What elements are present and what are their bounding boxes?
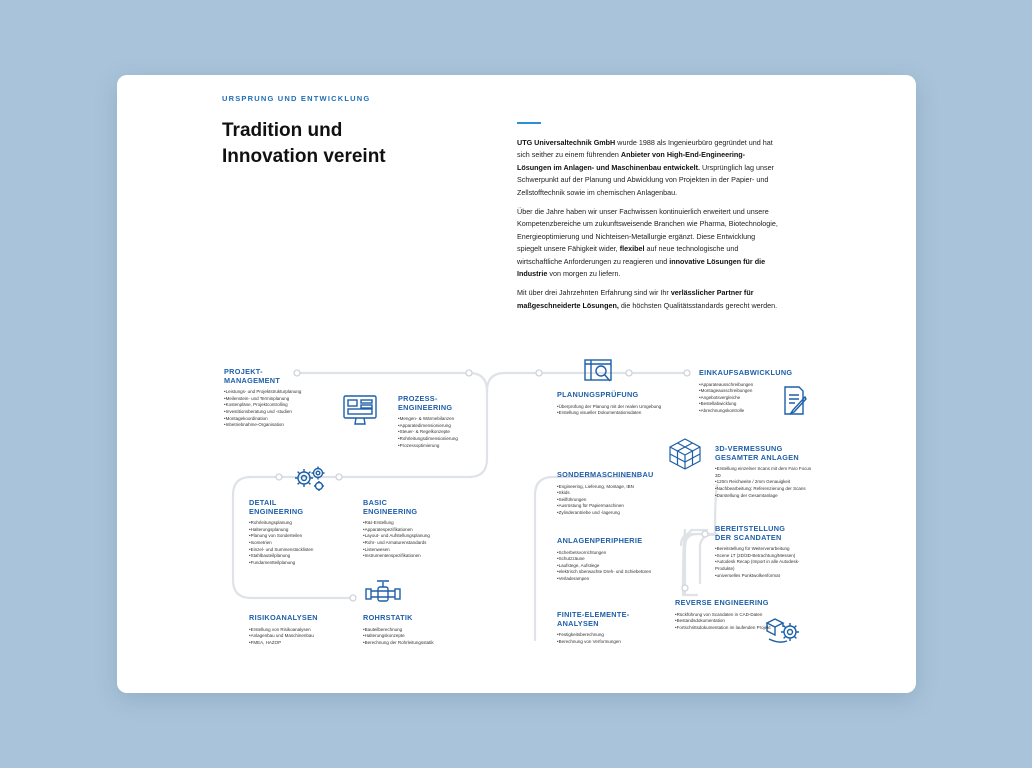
- service-title: ANLAGENPERIPHERIE: [557, 536, 643, 545]
- service-list-item: • Verladerampen: [557, 576, 667, 583]
- service-title: SONDERMASCHINENBAU: [557, 470, 654, 479]
- service-title: 3D-VERMESSUNG GESAMTER ANLAGEN: [715, 444, 799, 462]
- service-list-item: • Montagekoordination: [224, 416, 334, 423]
- service-list-item: • Scherbetsvorrichtungen: [557, 550, 667, 557]
- service-list-item: • Kostenpläne, Projektcontrolling: [224, 402, 334, 409]
- service-list-item: • Fortschrittsdokumentation im laufenden Projekt: [675, 625, 775, 632]
- service-list-item: • Inbetriebnahme-Organisation: [224, 422, 334, 429]
- service-risikoanalysen: [249, 614, 349, 646]
- service-list-item: • Montageausschreibungen: [699, 388, 799, 395]
- service-planungspruefung: [557, 391, 667, 417]
- service-sondermaschinenbau: [557, 471, 669, 517]
- service-list: [557, 632, 667, 645]
- pipe-valve-icon: [365, 578, 401, 604]
- intro-paragraph-3: Mit über drei Jahrzehnten Erfahrung sind wir Ihr verlässlicher Partner für maßgeschneiderte Lösungen, die höchsten Qualitätsstandards gerecht werden.: [517, 288, 778, 310]
- service-title: FINITE-ELEMENTE- ANALYSEN: [557, 610, 630, 628]
- service-anlagenperipherie: [557, 537, 667, 583]
- intro-paragraph-1: UTG Universaltechnik GmbH wurde 1988 als Ingenieurbüro gegründet und hat sich seither zu einem führenden Anbieter von High-End-Engineering-Lösungen im Anlagen- und Maschinenbau entwickelt. Ursprünglich lag unser Schwerpunkt auf der Planung und Abwicklung von Projekten in der Papier- und Zellstofftechnik sowie im chemischen Anlagenbau.: [517, 138, 774, 197]
- service-list-item: • Ausrüstung für Papiermaschinen: [557, 503, 669, 510]
- title-line-2: Innovation vereint: [222, 146, 386, 167]
- service-list-item: • Rückführung von Scandaten in CAD-Daten: [675, 612, 775, 619]
- service-list-item: • Festigkeitsberechnung: [557, 632, 667, 639]
- service-list-item: • Darstellung der Gesamtanlage: [715, 493, 815, 500]
- service-reverse-engineering: [675, 599, 775, 631]
- content-card: [117, 75, 916, 693]
- service-list-item: • Meilenstein- und Terminplanung: [224, 396, 334, 403]
- service-list-item: • Isometrien: [249, 540, 349, 547]
- service-list-item: • Rohrleitungsplanung: [249, 520, 349, 527]
- service-projektmanagement: [224, 368, 334, 429]
- service-list-item: • Schutzzäune: [557, 556, 667, 563]
- service-title: RISIKOANALYSEN: [249, 613, 318, 622]
- service-list-item: • Angebotsvergleiche: [699, 395, 799, 402]
- service-list-item: • Fundamentteilplanung: [249, 560, 349, 567]
- service-list-item: • Einzel- und Summenstücklisten: [249, 547, 349, 554]
- service-list: [363, 627, 473, 647]
- service-list-item: • Scene LT (2D/3D-Betrachtung/Messen): [715, 553, 815, 560]
- service-title: PROZESS- ENGINEERING: [398, 394, 453, 412]
- service-3d-vermessung: [715, 445, 815, 499]
- service-list-item: • Berechnung von Verformungen: [557, 639, 667, 646]
- service-list-item: • Seilführungen: [557, 497, 669, 504]
- service-list: [249, 627, 349, 647]
- eyebrow-label: URSPRUNG UND ENTWICKLUNG: [222, 94, 371, 103]
- service-einkaufsabwicklung: [699, 369, 799, 415]
- service-list-item: • Laufstege, Aufstiege: [557, 563, 667, 570]
- title-line-1: Tradition und: [222, 120, 343, 141]
- service-list-item: • Layout- und Aufstellungsplanung: [363, 533, 473, 540]
- service-detailengineering: [249, 499, 349, 566]
- service-list: [557, 404, 667, 417]
- service-title: ROHRSTATIK: [363, 613, 413, 622]
- service-list-item: • Erstellung von Risikoanalysen: [249, 627, 349, 634]
- service-list: [699, 382, 799, 415]
- service-list-item: • Berechnung der Rohrleitungsstatik: [363, 640, 473, 647]
- service-list-item: • R&I-Erstellung: [363, 520, 473, 527]
- service-list-item: • Apparatedimensionierung: [398, 423, 488, 430]
- service-list-item: • FMEA, HAZOP: [249, 640, 349, 647]
- service-list: [249, 520, 349, 566]
- service-list-item: • Autodesk Recap (Import in alle Autodesk-Produkte): [715, 559, 815, 572]
- intro-paragraph-2: Über die Jahre haben wir unser Fachwissen kontinuierlich erweitert und unsere Kompetenzbereiche um zukunftsweisende Branchen wie Pharma, Biotechnologie, Energieoptimierung und Nichteisen-Metallurgie ergänzt. Diese Entwicklung spiegelt unsere Fähigkeit wider, flexibel auf neue technologische und wirtschaftliche Anforderungen zu reagieren und innovative Lösungen für die Industrie von morgen zu liefern.: [517, 207, 778, 279]
- service-list-item: • Investitionsberatung und -studien: [224, 409, 334, 416]
- service-list-item: • Leistungs- und Projektstrukturplanung: [224, 389, 334, 396]
- service-list-item: • Erstellung visueller Dokumentationsdaten: [557, 410, 667, 417]
- service-list: [398, 416, 488, 449]
- service-list-item: • Anlagenbau und Maschinenbau: [249, 633, 349, 640]
- service-list-item: • Bestellabwicklung: [699, 401, 799, 408]
- service-rohrstatik: [363, 614, 473, 646]
- service-list: [224, 389, 334, 429]
- service-title: PLANUNGSPRÜFUNG: [557, 390, 639, 399]
- service-list-item: • Bereitstellung für Weiterverarbeitung: [715, 546, 815, 553]
- service-list: [715, 546, 815, 579]
- service-list: [557, 550, 667, 583]
- service-list-item: • 120m Reichweite / 2mm Genauigkeit: [715, 479, 815, 486]
- service-basicengineering: [363, 499, 473, 560]
- service-list: [675, 612, 775, 632]
- service-prozessengineering: [398, 395, 488, 449]
- service-list-item: • Bauteilberechnung: [363, 627, 473, 634]
- service-list-item: • Halterungsplanung: [249, 527, 349, 534]
- service-list-item: • Zylinderantriebe und -lagerung: [557, 510, 669, 517]
- gears-icon: [292, 463, 328, 493]
- service-list-item: • Mengen- & Wärmebilanzen: [398, 416, 488, 423]
- blueprint-magnifier-icon: [583, 357, 615, 385]
- service-bereitstellung-scandaten: [715, 525, 815, 579]
- service-list-item: • Steuer- & Regelkonzepte: [398, 429, 488, 436]
- service-finite-elemente-analysen: [557, 611, 667, 645]
- service-list-item: • elektrisch überwachte Dreh- und Schiebetüren: [557, 569, 667, 576]
- service-list-item: • Rohr- und Armaturenstandards: [363, 540, 473, 547]
- service-list: [715, 466, 815, 499]
- service-title: REVERSE ENGINEERING: [675, 598, 769, 607]
- service-list-item: • Apparateausschreibungen: [699, 382, 799, 389]
- service-title: EINKAUFSABWICKLUNG: [699, 368, 793, 377]
- monitor-diagram-icon: [342, 393, 378, 429]
- service-list-item: • Listenwesen: [363, 547, 473, 554]
- service-list-item: • Überprüfung der Planung mit der realen Umgebung: [557, 404, 667, 411]
- service-list-item: • Engineering, Lieferung, Montage, IBN: [557, 484, 669, 491]
- service-list-item: • Instrumentenspezifikationen: [363, 553, 473, 560]
- service-list-item: • Halterungskonzepte: [363, 633, 473, 640]
- service-list-item: • Abrechnungskontrolle: [699, 408, 799, 415]
- service-list-item: • Planung von Sonderteilen: [249, 533, 349, 540]
- service-list-item: • Bestandsdokumentation: [675, 618, 775, 625]
- service-list: [557, 484, 669, 517]
- service-list: [363, 520, 473, 560]
- service-list-item: • Prozessoptimierung: [398, 443, 488, 450]
- service-title: PROJEKT- MANAGEMENT: [224, 367, 281, 385]
- service-list-item: • Rohrleitungsdimensionierung: [398, 436, 488, 443]
- wireframe-cube-icon: [668, 437, 702, 471]
- service-list-item: • Erstellung einzelner Scans mit dem Faro Focus 3D: [715, 466, 815, 479]
- service-list-item: • universelles Punktwolkenformat: [715, 573, 815, 580]
- service-list-item: • Skids: [557, 490, 669, 497]
- service-list-item: • Apparatespezifikationen: [363, 527, 473, 534]
- service-title: BEREITSTELLUNG DER SCANDATEN: [715, 524, 786, 542]
- service-title: DETAIL ENGINEERING: [249, 498, 304, 516]
- service-list-item: • Nachbearbeitung: Referenzierung der Scans: [715, 486, 815, 493]
- service-list-item: • Stahlbauteilplanung: [249, 553, 349, 560]
- service-title: BASIC ENGINEERING: [363, 498, 418, 516]
